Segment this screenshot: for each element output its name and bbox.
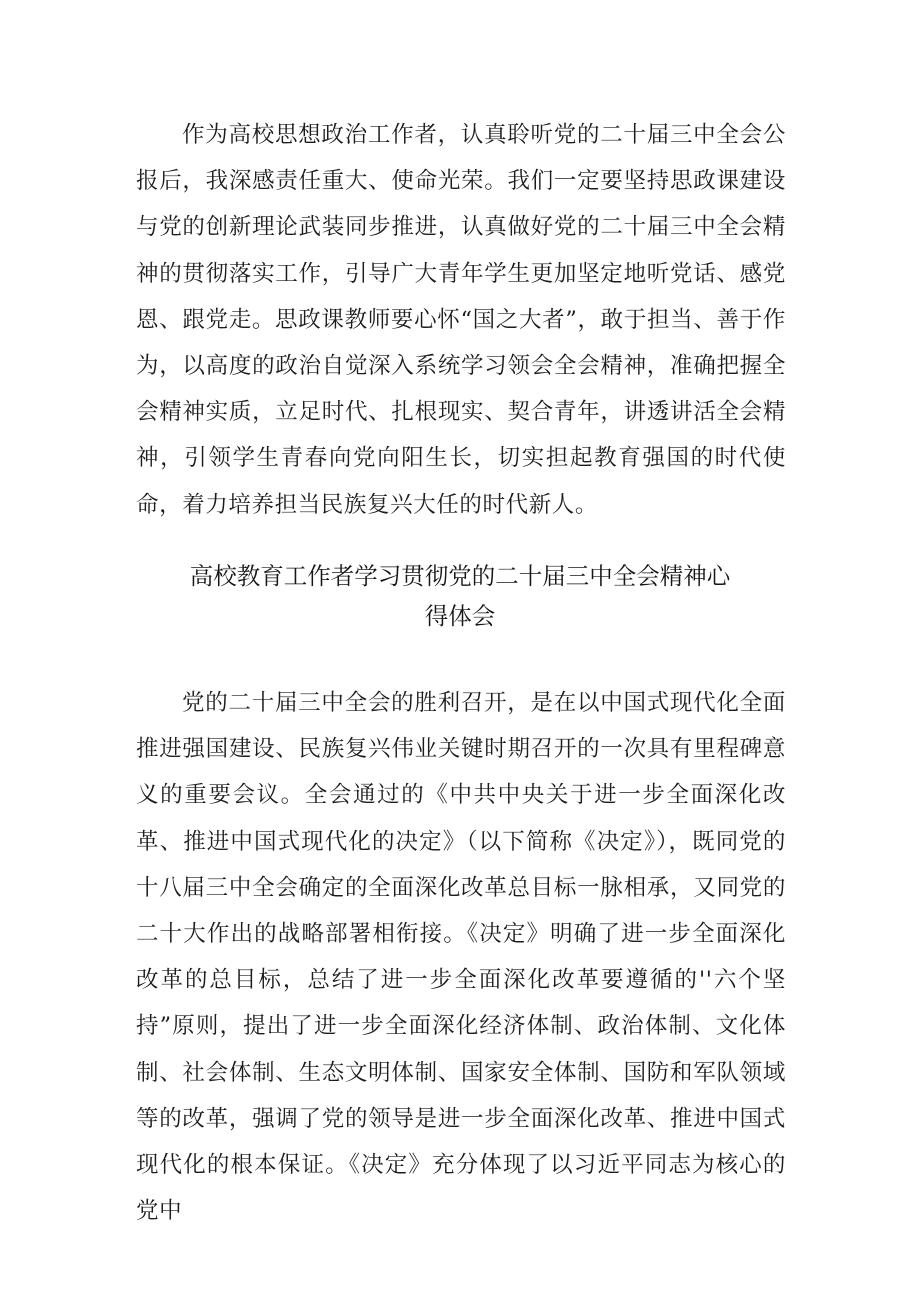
- body-paragraph-2: 党的二十届三中全会的胜利召开，是在以中国式现代化全面推进强国建设、民族复兴伟业关键时期召开的一次具有里程碑意义的重要会议。全会通过的《中共中央关于进一步全面深化改革、推进中国式现代化的决定》（以下简称《决定》），既同党的十八届三中全会确定的全面深化改革总目标一脉相承，又同党的二十大作出的战略部署相衔接。《决定》明确了进一步全面深化改革的总目标，总结了进一步全面深化改革要遵循的''六个坚持”原则，提出了进一步全面深化经济体制、政治体制、文化体制、社会体制、生态文明体制、国家安全体制、国防和军队领域等的改革，强调了党的领导是进一步全面深化改革、推进中国式现代化的根本保证。《决定》充分体现了以习近平同志为核心的党中: [136, 690, 786, 1225]
- body-paragraph-1: 作为高校思想政治工作者，认真聆听党的二十届三中全会公报后，我深感责任重大、使命光荣。我们一定要坚持思政课建设与党的创新理论武装同步推进，认真做好党的二十届三中全会精神的贯彻落实工作，引导广大青年学生更加坚定地听党话、感党恩、跟党走。思政课教师要心怀“国之大者”，敢于担当、善于作为，以高度的政治自觉深入系统学习领会全会精神，准确把握全会精神实质，立足时代、扎根现实、契合青年，讲透讲活全会精神，引领学生青春向党向阳生长，切实担起教育强国的时代使命，着力培养担当民族复兴大任的时代新人。: [136, 122, 786, 518]
- section-title-line-1: 高校教育工作者学习贯彻党的二十届三中全会精神心: [189, 562, 731, 590]
- section-title: [150, 556, 770, 636]
- section-title-line-2: 得体会: [424, 602, 496, 630]
